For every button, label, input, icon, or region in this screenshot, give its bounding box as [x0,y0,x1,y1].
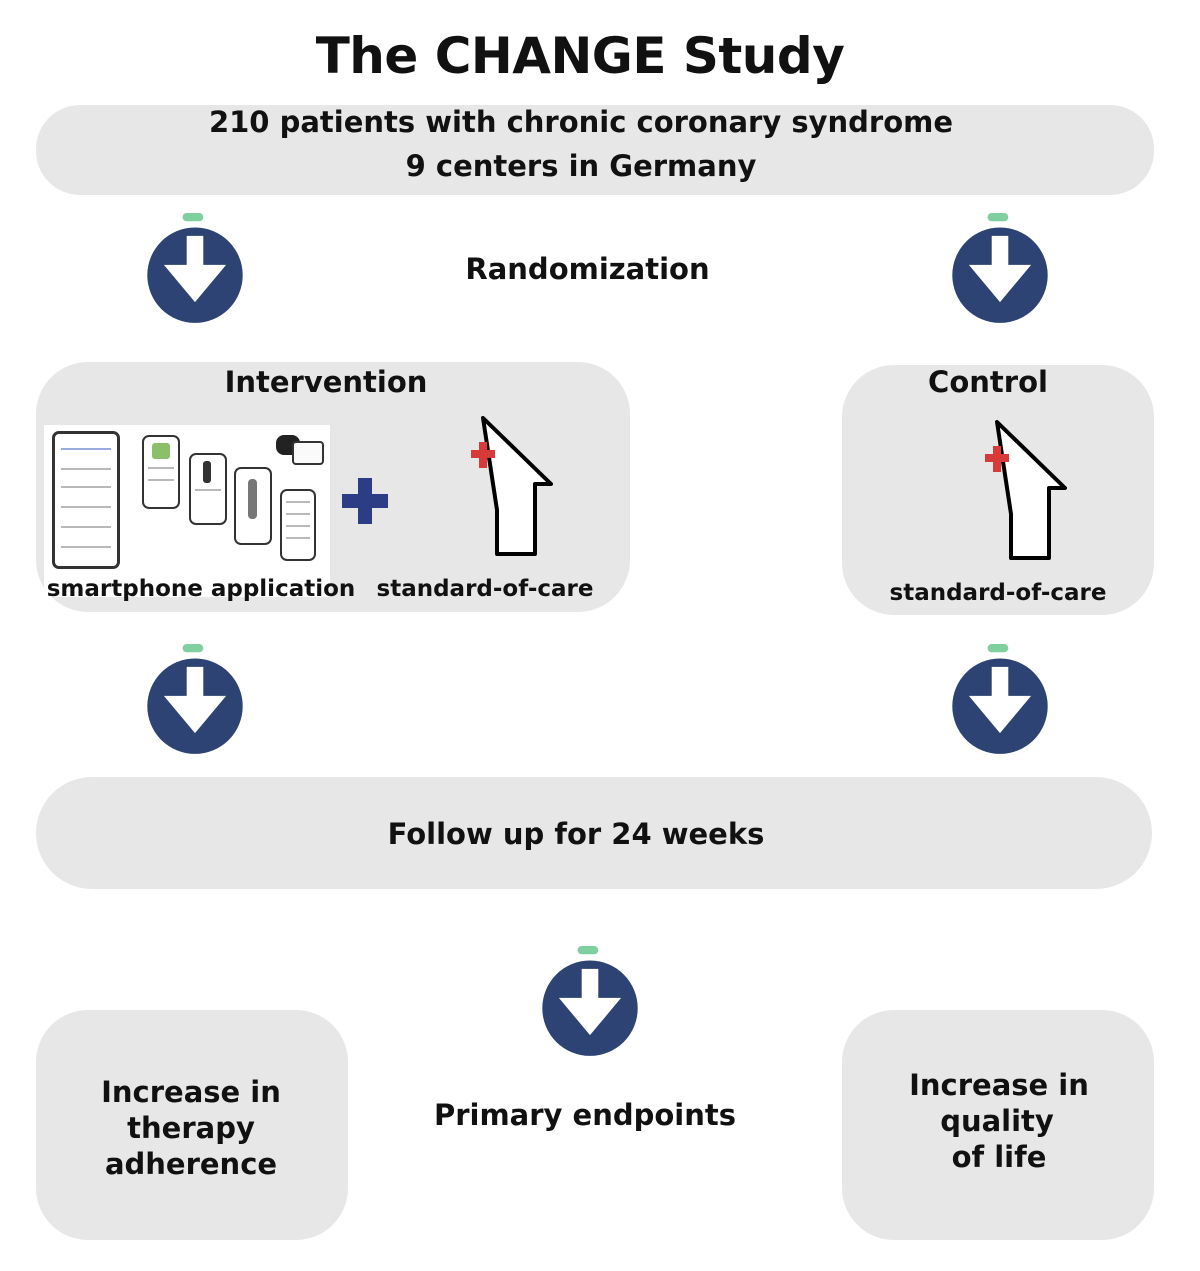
follow-up-label: Follow up for 24 weeks [387,817,765,851]
population-line-2: 9 centers in Germany [405,149,757,183]
control-heading: Control [928,365,1048,399]
arrow-down-icon [540,946,640,1058]
endpoint-left-line-2: therapy [127,1111,255,1145]
control-standard-of-care-label: standard-of-care [889,580,1107,606]
arrow-down-icon [950,213,1050,325]
smartphone-icon [280,489,316,561]
plus-icon [342,478,388,524]
smartphone-app-illustration [44,425,330,597]
intervention-standard-of-care-label: standard-of-care [376,576,594,602]
intervention-heading: Intervention [224,365,428,399]
endpoint-right-line-3: of life [951,1140,1047,1174]
diagram-title: The CHANGE Study [315,27,845,85]
house-icon [927,418,1067,562]
arrow-down-icon [950,644,1050,756]
endpoint-right-line-1: Increase in [909,1068,1089,1102]
endpoint-right-line-2: quality [940,1104,1054,1138]
arrow-down-icon [145,213,245,325]
blood-pressure-monitor-icon [276,433,320,463]
endpoint-left-line-3: adherence [104,1147,278,1181]
population-line-1: 210 patients with chronic coronary syndrome [208,105,954,139]
smartphone-icon [189,453,227,525]
house-icon [413,414,553,558]
smartphone-icon [142,435,180,509]
smartphone-application-label: smartphone application [46,576,356,602]
randomization-label: Randomization [465,252,710,286]
smartphone-icon [234,467,272,545]
endpoint-left-line-1: Increase in [101,1075,281,1109]
smartphone-icon [52,431,120,569]
arrow-down-icon [145,644,245,756]
primary-endpoints-label: Primary endpoints [433,1098,737,1132]
